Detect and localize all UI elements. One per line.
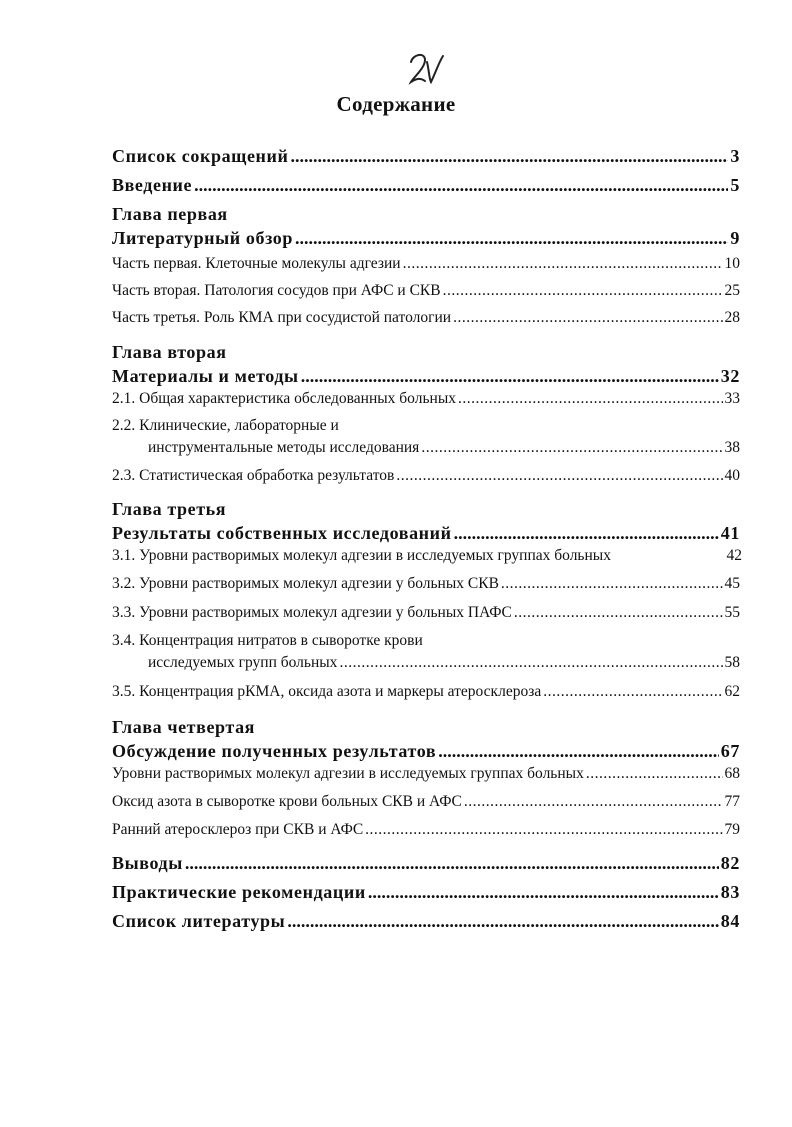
leader-dots [453, 309, 722, 327]
toc-entry-first-line: 3.4. Концентрация нитратов в сыворотке крови [112, 632, 423, 649]
toc-entry-page: 38 [724, 439, 740, 456]
toc-entry-page: 79 [724, 821, 740, 838]
leader-dots [290, 146, 728, 167]
page-title: Содержание [336, 92, 456, 116]
toc-entry-label: Список сокращений [112, 146, 289, 166]
leader-dots [438, 741, 719, 762]
chapter-heading: Глава четвертая [112, 717, 256, 737]
toc-entry-conclusions[interactable] [112, 853, 740, 874]
leader-dots [421, 439, 722, 457]
toc-entry[interactable] [112, 793, 740, 811]
toc-entry-page: 84 [720, 911, 740, 931]
leader-dots [396, 467, 722, 485]
toc-entry-page: 77 [724, 793, 740, 810]
toc-entry-page: 62 [724, 683, 740, 700]
toc-entry-label: Практические рекомендации [112, 882, 366, 902]
toc-entry-page: 25 [724, 282, 740, 299]
toc-entry-label: Ранний атеросклероз при СКВ и АФС [112, 821, 364, 838]
leader-dots [194, 175, 728, 196]
toc-entry-label: 2.3. Статистическая обработка результатов [112, 467, 395, 484]
toc-entry-label: Выводы [112, 853, 183, 873]
leader-dots [301, 366, 719, 387]
toc-entry-page: 41 [720, 523, 740, 543]
toc-entry-label: Часть вторая. Патология сосудов при АФС и СКВ [112, 282, 441, 299]
toc-entry[interactable] [112, 467, 740, 485]
toc-entry-page: 82 [720, 853, 740, 873]
leader-dots [443, 282, 723, 300]
chapter-heading: Глава вторая [112, 342, 227, 362]
leader-dots [501, 575, 723, 593]
toc-entry-label: Обсуждение полученных результатов [112, 741, 437, 761]
toc-entry-page: 33 [724, 390, 740, 407]
toc-entry-chapter-4[interactable] [112, 741, 740, 762]
toc-entry-chapter-2[interactable] [112, 366, 740, 387]
toc-entry-page: 9 [730, 228, 740, 248]
toc-entry[interactable] [112, 547, 742, 565]
toc-entry[interactable] [112, 309, 740, 327]
toc-entry-page: 10 [724, 255, 740, 272]
toc-entry-page: 55 [724, 604, 740, 621]
toc-entry-label: Часть первая. Клеточные молекулы адгезии [112, 255, 401, 272]
toc-entry-label: Уровни растворимых молекул адгезии в исследуемых группах больных [112, 765, 584, 782]
leader-dots [454, 523, 719, 544]
toc-entry-chapter-3[interactable] [112, 523, 740, 544]
leader-dots [464, 793, 723, 811]
toc-entry-label: Результаты собственных исследований [112, 523, 452, 543]
toc-entry-page: 83 [720, 882, 740, 902]
leader-dots [365, 821, 722, 839]
toc-entry[interactable] [112, 575, 740, 593]
toc-entry-page: 5 [730, 175, 740, 195]
toc-entry-label: Литературный обзор [112, 228, 294, 248]
toc-entry-page: 42 [726, 547, 742, 564]
toc-entry-label: 2.1. Общая характеристика обследованных больных [112, 390, 456, 407]
toc-entry-label: инструментальные методы исследования [148, 439, 420, 456]
toc-entry-label: 3.3. Уровни растворимых молекул адгезии у больных ПАФС [112, 604, 512, 621]
toc-entry[interactable] [148, 439, 740, 457]
chapter-heading: Глава первая [112, 204, 228, 224]
leader-dots [185, 853, 719, 874]
toc-entry-page: 3 [730, 146, 740, 166]
toc-entry-label: 3.5. Концентрация рКМА, оксида азота и маркеры атеросклероза [112, 683, 542, 700]
toc-entry-label: Список литературы [112, 911, 286, 931]
toc-entry-first-line: 2.2. Клинические, лабораторные и [112, 417, 339, 434]
toc-entry[interactable] [148, 654, 740, 672]
toc-entry-page: 58 [724, 654, 740, 671]
toc-entry-label: 3.2. Уровни растворимых молекул адгезии у больных СКВ [112, 575, 499, 592]
toc-entry-page: 45 [724, 575, 740, 592]
toc-entry-label: Оксид азота в сыворотке крови больных СКВ и АФС [112, 793, 462, 810]
toc-entry-label: 3.1. Уровни растворимых молекул адгезии в исследуемых группах больных [112, 547, 611, 564]
leader-dots [403, 255, 723, 273]
toc-entry[interactable] [112, 604, 740, 622]
toc-entry-page: 67 [720, 741, 740, 761]
toc-entry-page: 68 [724, 765, 740, 782]
toc-entry-page: 40 [724, 467, 740, 484]
toc-entry-introduction[interactable] [112, 175, 740, 196]
toc-entry[interactable] [112, 821, 740, 839]
toc-entry-label: Введение [112, 175, 193, 195]
leader-dots [339, 654, 722, 672]
toc-entry[interactable] [112, 683, 740, 701]
leader-dots [543, 683, 722, 701]
chapter-heading: Глава третья [112, 499, 227, 519]
leader-dots [368, 882, 719, 903]
toc-entry-references[interactable] [112, 911, 740, 932]
toc-entry-recommendations[interactable] [112, 882, 740, 903]
leader-dots [586, 765, 723, 783]
leader-dots [458, 390, 723, 408]
toc-entry-label: исследуемых групп больных [148, 654, 338, 671]
toc-entry-label: Часть третья. Роль КМА при сосудистой патологии [112, 309, 452, 326]
toc-entry[interactable] [112, 765, 740, 783]
toc-entry[interactable] [112, 255, 740, 273]
toc-entry-abbreviations[interactable] [112, 146, 740, 167]
toc-entry[interactable] [112, 390, 740, 408]
leader-dots [287, 911, 718, 932]
toc-entry[interactable] [112, 282, 740, 300]
toc-entry-label: Материалы и методы [112, 366, 299, 386]
toc-entry-page: 32 [720, 366, 740, 386]
toc-entry-chapter-1[interactable] [112, 228, 740, 249]
leader-dots [514, 604, 723, 622]
toc-entry-page: 28 [724, 309, 740, 326]
leader-dots [295, 228, 728, 249]
